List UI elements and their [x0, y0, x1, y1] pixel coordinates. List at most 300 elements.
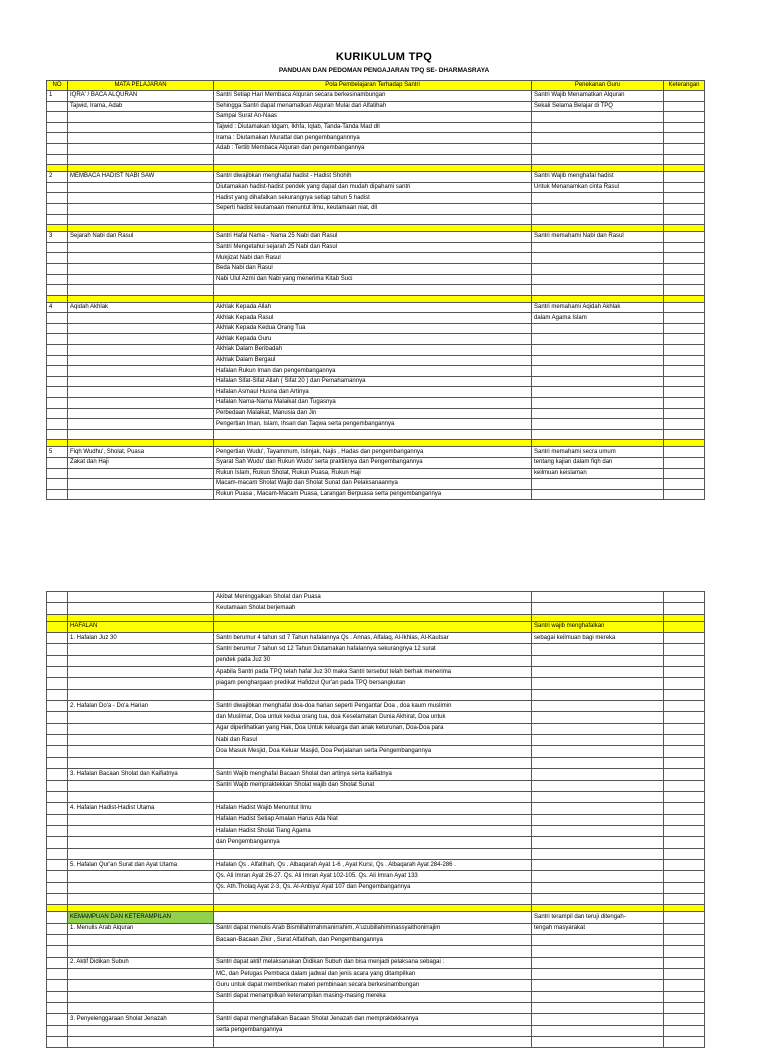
cell-mata-pelajaran: [68, 214, 214, 225]
cell-mata-pelajaran: [68, 133, 214, 144]
cell-mata-pelajaran: [68, 1037, 214, 1048]
cell-mata-pelajaran: [68, 387, 214, 398]
cell-mata-pelajaran: [68, 882, 214, 893]
cell-penekanan-guru: [532, 387, 664, 398]
table-row: [47, 837, 705, 848]
cell-pola-pembelajaran: Perbedaan Malaikat, Manusia dan Jin: [214, 408, 532, 419]
table-row: [47, 479, 705, 490]
cell-keterangan: [664, 133, 705, 144]
cell-mata-pelajaran: [68, 746, 214, 757]
table-row: [47, 735, 705, 746]
table-row: [47, 969, 705, 980]
cell-mata-pelajaran: [68, 644, 214, 655]
cell-mata-pelajaran: [68, 1003, 214, 1014]
cell-penekanan-guru: Santri memahami secra umum: [532, 447, 664, 458]
table-row: [47, 112, 705, 123]
cell-pola-pembelajaran: piagam penghargaan predikat Hafidzul Qur'an pada TPQ bersangkutan: [214, 678, 532, 689]
cell-keterangan: [664, 429, 705, 440]
cell-pola-pembelajaran: Nabi Ulul Azmi dan Nabi yang menerima Kitab Suci: [214, 274, 532, 285]
cell-penekanan-guru: [532, 814, 664, 825]
cell-mata-pelajaran: [68, 154, 214, 165]
cell-pola-pembelajaran: Beda Nabi dan Rasul: [214, 263, 532, 274]
separator-row: [47, 614, 705, 621]
cell-penekanan-guru: [532, 323, 664, 334]
cell-penekanan-guru: dalam Agama Islam: [532, 313, 664, 324]
cell-keterangan: [664, 946, 705, 957]
cell-no: [47, 458, 68, 469]
cell-mata-pelajaran: [68, 871, 214, 882]
cell-pola-pembelajaran: Diutamakan hadist-hadist pendek yang dapat dan mudah dipahami santri: [214, 182, 532, 193]
cell-penekanan-guru: [532, 253, 664, 264]
cell-no: [47, 165, 68, 172]
cell-no: [47, 603, 68, 614]
cell-pola-pembelajaran: [214, 848, 532, 859]
cell-mata-pelajaran: [68, 592, 214, 603]
cell-mata-pelajaran: [68, 667, 214, 678]
cell-keterangan: [664, 644, 705, 655]
table-row: [47, 689, 705, 700]
cell-pola-pembelajaran: Santri diwajibkan menghafal doa-doa harian seperti Pengantar Doa , doa kaum muslimin: [214, 701, 532, 712]
cell-mata-pelajaran: [68, 193, 214, 204]
cell-no: [47, 633, 68, 644]
cell-penekanan-guru: [532, 263, 664, 274]
table-row: [47, 1003, 705, 1014]
cell-penekanan-guru: sebagai keilmuan bagi mereka: [532, 633, 664, 644]
cell-penekanan-guru: [532, 837, 664, 848]
cell-pola-pembelajaran: Hafalan Rukun Iman dan pengembangannya: [214, 366, 532, 377]
cell-penekanan-guru: [532, 980, 664, 991]
cell-mata-pelajaran: [68, 479, 214, 490]
cell-no: [47, 689, 68, 700]
cell-no: [47, 905, 68, 912]
cell-mata-pelajaran: [68, 791, 214, 802]
table-row: [47, 667, 705, 678]
cell-no: [47, 468, 68, 479]
cell-keterangan: [664, 232, 705, 243]
cell-no: [47, 780, 68, 791]
table-row: [47, 91, 705, 102]
cell-keterangan: [664, 295, 705, 302]
cell-pola-pembelajaran: Apabila Santri pada TPQ telah hafal Juz 30 maka Santri tersebut telah berhak menerima: [214, 667, 532, 678]
cell-penekanan-guru: [532, 735, 664, 746]
cell-no: [47, 991, 68, 1002]
cell-no: 2: [47, 172, 68, 183]
table-row: [47, 701, 705, 712]
cell-pola-pembelajaran: Santri dapat menampilkan keterampilan masing-masing mereka: [214, 991, 532, 1002]
cell-mata-pelajaran: [68, 376, 214, 387]
cell-penekanan-guru: [532, 667, 664, 678]
cell-no: [47, 592, 68, 603]
cell-pola-pembelajaran: Pengertian Iman, Islam, Ihsan dan Taqwa serta pengembangannya: [214, 419, 532, 430]
table-row: [47, 122, 705, 133]
cell-no: [47, 980, 68, 991]
cell-pola-pembelajaran: [214, 440, 532, 447]
cell-mata-pelajaran: [68, 980, 214, 991]
table-row: [47, 302, 705, 313]
table-row: [47, 468, 705, 479]
curriculum-table-top: [46, 80, 705, 500]
cell-penekanan-guru: [532, 723, 664, 734]
cell-pola-pembelajaran: Hadist yang dihafalkan sekurangnya setiap tahun 5 hadist: [214, 193, 532, 204]
cell-keterangan: [664, 334, 705, 345]
cell-pola-pembelajaran: Agar diperlihatkan yang Hak, Doa Untuk keluarga dan anak keturunan, Doa-Doa para: [214, 723, 532, 734]
table-row: [47, 408, 705, 419]
cell-pola-pembelajaran: [214, 791, 532, 802]
cell-keterangan: [664, 859, 705, 870]
table-row: [47, 1037, 705, 1048]
cell-penekanan-guru: Santri memahami Nabi dan Rasul: [532, 232, 664, 243]
cell-keterangan: [664, 712, 705, 723]
cell-pola-pembelajaran: [214, 893, 532, 904]
cell-no: [47, 655, 68, 666]
cell-mata-pelajaran: 4. Hafalan Hadist-Hadist Utama: [68, 803, 214, 814]
cell-mata-pelajaran: [68, 419, 214, 430]
cell-penekanan-guru: [532, 295, 664, 302]
separator-row: [47, 905, 705, 912]
table-row: [47, 334, 705, 345]
cell-pola-pembelajaran: Seperti hadist keutamaan menuntut ilmu, keutamaan niat, dll: [214, 203, 532, 214]
table-header-row: [47, 81, 705, 91]
table-row: [47, 644, 705, 655]
table-row: [47, 345, 705, 356]
cell-no: [47, 814, 68, 825]
cell-penekanan-guru: [532, 479, 664, 490]
cell-pola-pembelajaran: Adab : Tertib Membaca Alquran dan pengembangannya: [214, 143, 532, 154]
cell-penekanan-guru: [532, 1003, 664, 1014]
table-row: [47, 253, 705, 264]
table-row: [47, 274, 705, 285]
cell-penekanan-guru: Santri Wajib menghafal hadist: [532, 172, 664, 183]
table-row: [47, 133, 705, 144]
cell-mata-pelajaran: [68, 122, 214, 133]
cell-keterangan: [664, 242, 705, 253]
cell-pola-pembelajaran: Akhlak Kepada Guru: [214, 334, 532, 345]
cell-keterangan: [664, 101, 705, 112]
cell-keterangan: [664, 957, 705, 968]
cell-mata-pelajaran: [68, 946, 214, 957]
cell-penekanan-guru: [532, 1025, 664, 1036]
cell-penekanan-guru: [532, 345, 664, 356]
table-row: [47, 1025, 705, 1036]
cell-mata-pelajaran: KEMAMPUAN DAN KETERAMPILAN: [68, 912, 214, 923]
cell-keterangan: [664, 825, 705, 836]
table-row: [47, 419, 705, 430]
cell-penekanan-guru: [532, 143, 664, 154]
cell-pola-pembelajaran: MC, dan Petugas Pembaca dalam jadwal dan jenis acara yang ditampilkan: [214, 969, 532, 980]
table-row: [47, 323, 705, 334]
cell-penekanan-guru: [532, 957, 664, 968]
cell-no: [47, 440, 68, 447]
cell-penekanan-guru: [532, 859, 664, 870]
cell-pola-pembelajaran: [214, 912, 532, 923]
cell-penekanan-guru: [532, 376, 664, 387]
cell-keterangan: [664, 323, 705, 334]
cell-penekanan-guru: [532, 193, 664, 204]
cell-mata-pelajaran: [68, 295, 214, 302]
table-row: [47, 848, 705, 859]
cell-mata-pelajaran: [68, 689, 214, 700]
cell-no: [47, 295, 68, 302]
cell-keterangan: [664, 923, 705, 934]
table-row: [47, 912, 705, 923]
cell-keterangan: [664, 165, 705, 172]
separator-row: [47, 165, 705, 172]
header-mata-pelajaran: MATA PELAJARAN: [68, 81, 214, 91]
cell-pola-pembelajaran: Santri Wajib mempraktekkan Sholat wajib dan Sholat Sunat: [214, 780, 532, 791]
cell-keterangan: [664, 1003, 705, 1014]
table-row: [47, 791, 705, 802]
cell-penekanan-guru: [532, 214, 664, 225]
cell-pola-pembelajaran: Sehingga Santri dapat menamatkan Alquran Mulai dari Alfatihah: [214, 101, 532, 112]
cell-mata-pelajaran: Sejarah Nabi dan Rasul: [68, 232, 214, 243]
table-row: [47, 429, 705, 440]
cell-no: [47, 1025, 68, 1036]
table-row: [47, 882, 705, 893]
cell-keterangan: [664, 355, 705, 366]
cell-penekanan-guru: [532, 419, 664, 430]
cell-mata-pelajaran: [68, 366, 214, 377]
cell-no: [47, 274, 68, 285]
cell-pola-pembelajaran: Qs. Ali Imran Ayat 26-27. Qs. Ali Imran Ayat 102-105. Qs. Ali Imran Ayat 133: [214, 871, 532, 882]
cell-no: [47, 837, 68, 848]
cell-no: [47, 1037, 68, 1048]
table-row: [47, 621, 705, 632]
cell-pola-pembelajaran: Akhlak Dalam Beribadah: [214, 345, 532, 356]
cell-keterangan: [664, 1025, 705, 1036]
cell-no: [47, 345, 68, 356]
table-row: [47, 723, 705, 734]
cell-penekanan-guru: [532, 780, 664, 791]
table-row: [47, 946, 705, 957]
cell-no: [47, 214, 68, 225]
cell-pola-pembelajaran: [214, 429, 532, 440]
cell-mata-pelajaran: 2. Aktif Didikan Subuh: [68, 957, 214, 968]
cell-no: [47, 969, 68, 980]
header-pola-pembelajaran: Pola Pembelajaran Terhadap Santri: [214, 81, 532, 91]
cell-mata-pelajaran: [68, 285, 214, 296]
table-row: [47, 678, 705, 689]
cell-mata-pelajaran: [68, 848, 214, 859]
cell-pola-pembelajaran: [214, 285, 532, 296]
cell-no: [47, 912, 68, 923]
cell-penekanan-guru: [532, 893, 664, 904]
cell-pola-pembelajaran: Pengertian Wudu', Tayammum, Istinjak, Najis , Hadas dan pengembangannya: [214, 447, 532, 458]
cell-keterangan: [664, 366, 705, 377]
cell-keterangan: [664, 91, 705, 102]
cell-penekanan-guru: [532, 355, 664, 366]
cell-keterangan: [664, 398, 705, 409]
table-row: [47, 447, 705, 458]
cell-mata-pelajaran: [68, 825, 214, 836]
cell-mata-pelajaran: MEMBACA HADIST NABI SAW: [68, 172, 214, 183]
cell-keterangan: [664, 143, 705, 154]
cell-keterangan: [664, 791, 705, 802]
cell-keterangan: [664, 621, 705, 632]
cell-penekanan-guru: [532, 122, 664, 133]
cell-keterangan: [664, 746, 705, 757]
cell-mata-pelajaran: [68, 274, 214, 285]
page-subtitle: PANDUAN DAN PEDOMAN PENGAJARAN TPQ SE- DHARMASRAYA: [278, 67, 490, 74]
cell-pola-pembelajaran: [214, 614, 532, 621]
cell-pola-pembelajaran: pendek pada Juz 30: [214, 655, 532, 666]
cell-penekanan-guru: [532, 882, 664, 893]
table-row: [47, 757, 705, 768]
cell-no: [47, 419, 68, 430]
cell-penekanan-guru: [532, 398, 664, 409]
cell-pola-pembelajaran: Tajwid : Diutamakan Idgam, Ikhfa, Iqlab, Tanda-Tanda Mad dll: [214, 122, 532, 133]
cell-keterangan: [664, 345, 705, 356]
cell-mata-pelajaran: HAFALAN: [68, 621, 214, 632]
cell-penekanan-guru: [532, 603, 664, 614]
table-row: [47, 934, 705, 945]
cell-no: [47, 193, 68, 204]
cell-mata-pelajaran: [68, 182, 214, 193]
cell-keterangan: [664, 882, 705, 893]
cell-mata-pelajaran: [68, 934, 214, 945]
cell-pola-pembelajaran: Hafalan Hadist Sholat Tiang Agama: [214, 825, 532, 836]
cell-mata-pelajaran: [68, 655, 214, 666]
cell-penekanan-guru: [532, 825, 664, 836]
cell-pola-pembelajaran: [214, 1003, 532, 1014]
cell-pola-pembelajaran: dan Pengembangannya: [214, 837, 532, 848]
cell-penekanan-guru: [532, 871, 664, 882]
cell-penekanan-guru: [532, 991, 664, 1002]
cell-pola-pembelajaran: Hafalan Hadist Setiap Amalan Harus Ada Niat: [214, 814, 532, 825]
cell-no: [47, 112, 68, 123]
cell-pola-pembelajaran: Syarat Sah Wudu' dan Rukun Wudu' serta praktiknya dan Pengembangannya: [214, 458, 532, 469]
cell-mata-pelajaran: [68, 112, 214, 123]
cell-penekanan-guru: [532, 614, 664, 621]
cell-pola-pembelajaran: Keutamaan Sholat berjemaah: [214, 603, 532, 614]
cell-no: [47, 154, 68, 165]
cell-penekanan-guru: [532, 366, 664, 377]
cell-no: [47, 143, 68, 154]
cell-mata-pelajaran: [68, 225, 214, 232]
cell-keterangan: [664, 701, 705, 712]
cell-pola-pembelajaran: Sampai Surat An-Naas: [214, 112, 532, 123]
cell-keterangan: [664, 479, 705, 490]
cell-keterangan: [664, 893, 705, 904]
cell-keterangan: [664, 837, 705, 848]
cell-mata-pelajaran: [68, 780, 214, 791]
cell-pola-pembelajaran: dan Muslimat, Doa untuk kedua orang tua, doa Keselamatan Dunia Akhirat, Doa untuk: [214, 712, 532, 723]
cell-penekanan-guru: [532, 769, 664, 780]
cell-no: [47, 678, 68, 689]
cell-mata-pelajaran: [68, 991, 214, 1002]
table-row: [47, 101, 705, 112]
cell-penekanan-guru: [532, 592, 664, 603]
cell-keterangan: [664, 655, 705, 666]
cell-no: [47, 489, 68, 500]
cell-keterangan: [664, 263, 705, 274]
cell-penekanan-guru: [532, 934, 664, 945]
cell-keterangan: [664, 592, 705, 603]
cell-pola-pembelajaran: Nabi dan Rasul: [214, 735, 532, 746]
cell-penekanan-guru: [532, 905, 664, 912]
cell-mata-pelajaran: [68, 757, 214, 768]
cell-pola-pembelajaran: Akibat Meninggalkan Sholat dan Puasa: [214, 592, 532, 603]
cell-mata-pelajaran: [68, 814, 214, 825]
cell-penekanan-guru: Untuk Menanamkan cinta Rasul: [532, 182, 664, 193]
cell-penekanan-guru: tengah masyarakat: [532, 923, 664, 934]
separator-row: [47, 225, 705, 232]
cell-pola-pembelajaran: Santri Hafal Nama - Nama 25 Nabi dan Rasul: [214, 232, 532, 243]
cell-no: [47, 712, 68, 723]
cell-no: [47, 122, 68, 133]
cell-no: [47, 323, 68, 334]
table-row: [47, 203, 705, 214]
cell-no: 1: [47, 91, 68, 102]
cell-penekanan-guru: Santri Wajib Menamatkan Alquran: [532, 91, 664, 102]
cell-penekanan-guru: [532, 165, 664, 172]
table-row: [47, 387, 705, 398]
cell-pola-pembelajaran: Irama : Diutamakan Murattal dan pengembangannnya: [214, 133, 532, 144]
cell-pola-pembelajaran: [214, 905, 532, 912]
cell-keterangan: [664, 871, 705, 882]
table-row: [47, 355, 705, 366]
cell-no: 5: [47, 447, 68, 458]
cell-no: [47, 735, 68, 746]
cell-no: [47, 387, 68, 398]
header-no: NO: [47, 81, 68, 91]
cell-penekanan-guru: Santri terampil dan teruji ditengah-: [532, 912, 664, 923]
table-row: [47, 263, 705, 274]
cell-no: [47, 225, 68, 232]
cell-keterangan: [664, 172, 705, 183]
header-keterangan: Keterangan: [664, 81, 705, 91]
cell-keterangan: [664, 769, 705, 780]
cell-penekanan-guru: tentang kajian dalam fiqh dan: [532, 458, 664, 469]
cell-keterangan: [664, 419, 705, 430]
cell-no: [47, 946, 68, 957]
cell-penekanan-guru: [532, 757, 664, 768]
table-row: [47, 991, 705, 1002]
table-row: [47, 633, 705, 644]
cell-keterangan: [664, 193, 705, 204]
cell-penekanan-guru: [532, 644, 664, 655]
table-row: [47, 957, 705, 968]
cell-no: [47, 803, 68, 814]
cell-penekanan-guru: [532, 440, 664, 447]
cell-pola-pembelajaran: Mukjizat Nabi dan Rasul: [214, 253, 532, 264]
table-row: [47, 825, 705, 836]
table-row: [47, 871, 705, 882]
cell-penekanan-guru: [532, 701, 664, 712]
table-row: [47, 376, 705, 387]
cell-keterangan: [664, 969, 705, 980]
cell-no: [47, 757, 68, 768]
cell-no: [47, 355, 68, 366]
cell-keterangan: [664, 154, 705, 165]
cell-mata-pelajaran: [68, 723, 214, 734]
cell-mata-pelajaran: [68, 242, 214, 253]
cell-penekanan-guru: [532, 154, 664, 165]
cell-mata-pelajaran: [68, 969, 214, 980]
separator-row: [47, 295, 705, 302]
cell-no: [47, 133, 68, 144]
table-row: [47, 285, 705, 296]
cell-pola-pembelajaran: [214, 154, 532, 165]
curriculum-table-continued: [46, 591, 705, 1048]
cell-no: [47, 398, 68, 409]
cell-pola-pembelajaran: Santri dapat menghafalkan Bacaan Sholat Jenazah dan mempraktekkannya: [214, 1014, 532, 1025]
cell-keterangan: [664, 468, 705, 479]
cell-keterangan: [664, 112, 705, 123]
cell-pola-pembelajaran: Hafalan Hadist Wajib Menuntut Ilmu: [214, 803, 532, 814]
table-row: [47, 746, 705, 757]
table-row: [47, 780, 705, 791]
cell-penekanan-guru: [532, 408, 664, 419]
